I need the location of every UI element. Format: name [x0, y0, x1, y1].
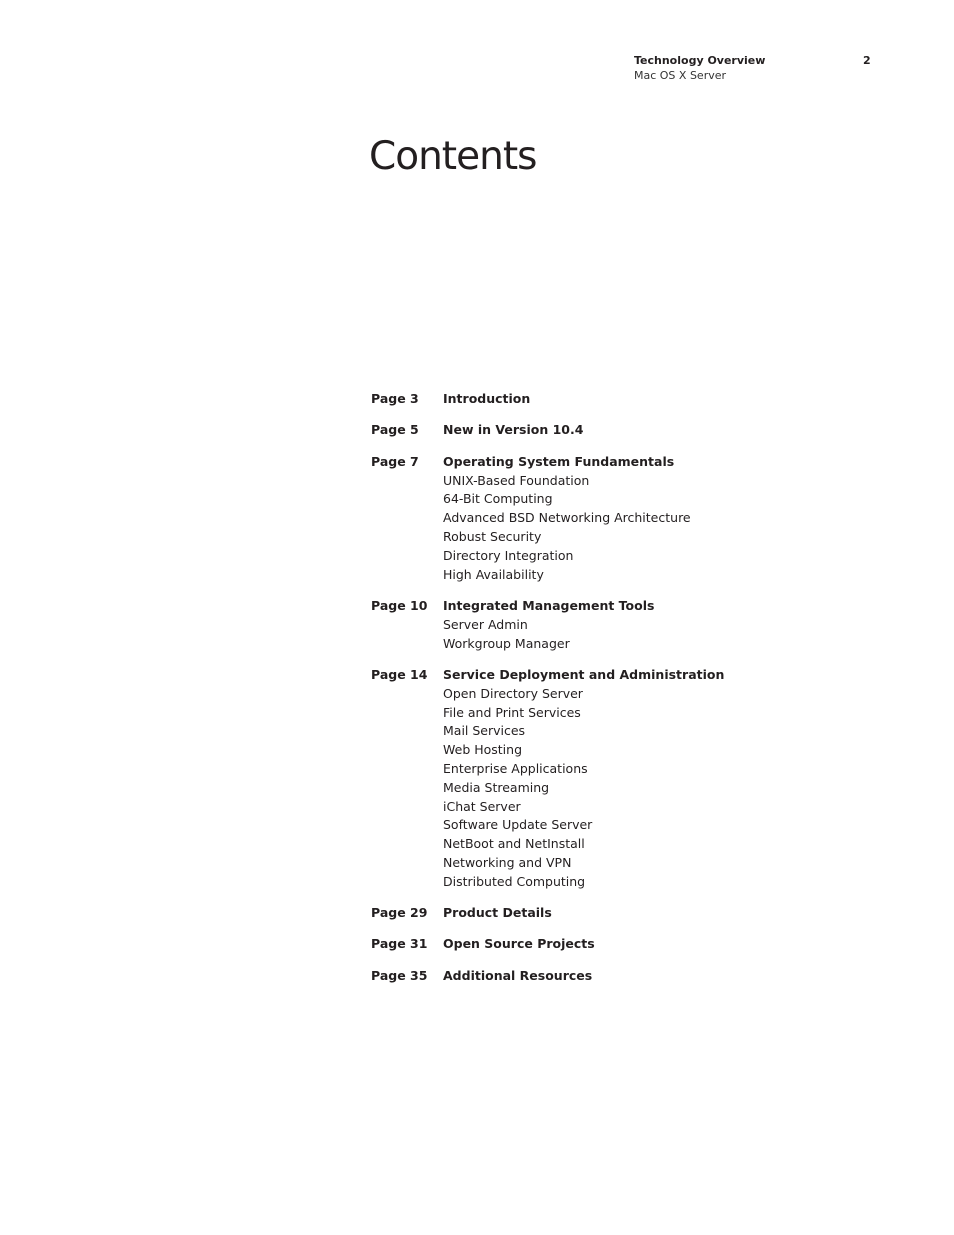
toc-heading: New in Version 10.4	[443, 422, 584, 438]
toc-page-number: Page 5	[371, 422, 419, 438]
toc-page-number: Page 10	[371, 597, 428, 613]
toc-entry	[443, 666, 931, 892]
toc-subentry: Networking and VPN	[443, 854, 572, 870]
toc-section	[371, 597, 931, 653]
toc-subentry: File and Print Services	[443, 704, 581, 720]
toc-heading: Introduction	[443, 391, 531, 406]
toc-subentry: Server Admin	[443, 616, 528, 632]
toc-entry	[443, 390, 931, 409]
toc-section	[371, 390, 931, 409]
toc-entry	[443, 904, 931, 923]
toc-page-number: Page 31	[371, 936, 428, 952]
toc-section	[371, 421, 931, 440]
toc-subentry: 64-Bit Computing	[443, 491, 553, 507]
toc-section	[371, 904, 931, 923]
toc-page-number: Page 7	[371, 453, 419, 469]
toc-subentry: Distributed Computing	[443, 873, 586, 889]
toc-section	[371, 935, 931, 954]
toc-heading: Open Source Projects	[443, 936, 595, 952]
toc-page-number: Page 35	[371, 967, 428, 983]
page-number: 2	[863, 54, 871, 67]
toc-heading: Operating System Fundamentals	[443, 453, 675, 469]
toc-page-number: Page 3	[371, 391, 419, 406]
toc-heading: Integrated Management Tools	[443, 597, 655, 613]
toc-subentry: iChat Server	[443, 798, 521, 814]
toc-subentry: Mail Services	[443, 723, 526, 739]
toc-page-number: Page 14	[371, 666, 428, 682]
page-title: Contents	[369, 134, 537, 179]
toc-section	[371, 453, 931, 585]
toc-subentry: Robust Security	[443, 528, 542, 544]
header-subtitle: Mac OS X Server	[634, 69, 727, 82]
toc-section	[371, 967, 931, 986]
toc-heading: Additional Resources	[443, 967, 593, 983]
toc-subentry: NetBoot and NetInstall	[443, 836, 585, 852]
toc-subentry: Advanced BSD Networking Architecture	[443, 510, 691, 526]
toc-subentry: UNIX-Based Foundation	[443, 472, 590, 488]
toc-section	[371, 666, 931, 892]
toc-subentry: Software Update Server	[443, 817, 593, 833]
toc-subentry: Directory Integration	[443, 547, 574, 563]
toc-subentry: Open Directory Server	[443, 685, 583, 701]
toc-entry	[443, 967, 931, 986]
toc-heading: Product Details	[443, 905, 552, 921]
toc-heading: Service Deployment and Administration	[443, 666, 725, 682]
toc-subentry: Workgroup Manager	[443, 635, 570, 651]
toc-entry	[443, 421, 931, 440]
toc-subentry: High Availability	[443, 566, 544, 582]
toc-subentry: Web Hosting	[443, 742, 523, 758]
header-title: Technology Overview	[634, 54, 766, 67]
toc-page-number: Page 29	[371, 905, 428, 921]
toc-entry	[443, 935, 931, 954]
table-of-contents	[371, 390, 931, 998]
toc-subentry: Media Streaming	[443, 779, 550, 795]
toc-entry	[443, 597, 931, 653]
toc-subentry: Enterprise Applications	[443, 760, 588, 776]
toc-entry	[443, 453, 931, 585]
running-header	[634, 54, 874, 83]
